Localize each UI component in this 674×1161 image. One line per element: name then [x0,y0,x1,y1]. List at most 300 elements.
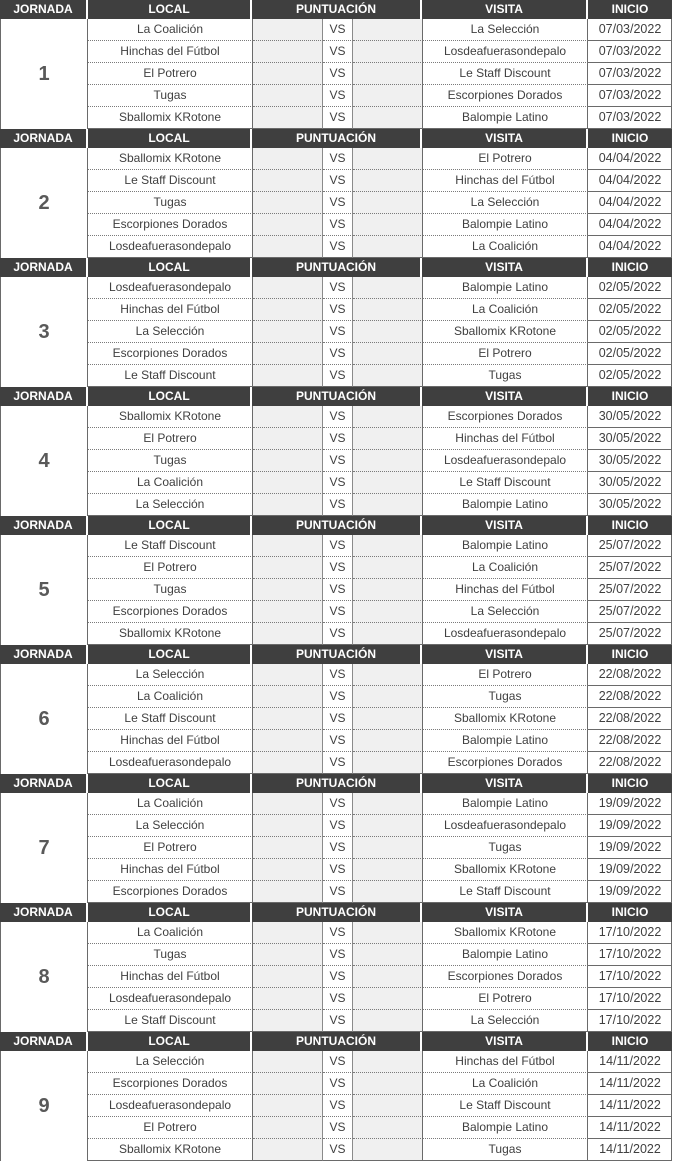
header-puntuacion: PUNTUACIÓN [252,1032,422,1051]
local-score-cell[interactable] [253,881,323,903]
header-puntuacion: PUNTUACIÓN [252,129,422,148]
header-jornada: JORNADA [0,903,88,922]
header-puntuacion: PUNTUACIÓN [252,774,422,793]
inicio-date: 22/08/2022 [588,752,672,774]
vs-label: VS [323,107,353,129]
header-jornada: JORNADA [0,645,88,664]
local-score-cell[interactable] [253,859,323,881]
match-rows [0,535,672,645]
inicio-date: 02/05/2022 [588,365,672,387]
header-visita: VISITA [422,903,588,922]
local-team: Escorpiones Dorados [88,601,253,623]
match-row [88,579,672,601]
match-row [88,837,672,859]
vs-label: VS [323,63,353,85]
vs-label: VS [323,837,353,859]
local-score-cell[interactable] [253,236,323,258]
local-score-cell[interactable] [253,1139,323,1161]
inicio-date: 14/11/2022 [588,1073,672,1095]
local-score-cell[interactable] [253,837,323,859]
header-local: LOCAL [88,258,252,277]
local-score-cell[interactable] [253,623,323,645]
header-jornada: JORNADA [0,774,88,793]
inicio-date: 25/07/2022 [588,579,672,601]
visita-score-cell[interactable] [353,107,423,129]
local-team: Le Staff Discount [88,1010,253,1032]
local-score-cell[interactable] [253,214,323,236]
inicio-date: 02/05/2022 [588,277,672,299]
local-score-cell[interactable] [253,988,323,1010]
jornada-block [0,774,674,903]
vs-label: VS [323,85,353,107]
local-score-cell[interactable] [253,343,323,365]
inicio-date: 17/10/2022 [588,944,672,966]
inicio-date: 25/07/2022 [588,557,672,579]
jornada-block [0,387,674,516]
match-row [88,494,672,516]
local-team: Le Staff Discount [88,170,253,192]
local-score-cell[interactable] [253,19,323,41]
jornada-number: 3 [1,277,88,387]
visita-team: Balompie Latino [423,214,588,236]
vs-label: VS [323,1073,353,1095]
local-score-cell[interactable] [253,730,323,752]
local-score-cell[interactable] [253,966,323,988]
jornada-number: 7 [1,793,88,903]
visita-score-cell[interactable] [353,623,423,645]
local-score-cell[interactable] [253,472,323,494]
header-inicio: INICIO [588,903,672,922]
local-score-cell[interactable] [253,601,323,623]
local-score-cell[interactable] [253,321,323,343]
match-rows [0,1051,672,1161]
visita-team: La Coalición [423,1073,588,1095]
match-row [88,277,672,299]
visita-score-cell[interactable] [353,837,423,859]
match-row [88,1073,672,1095]
local-score-cell[interactable] [253,1117,323,1139]
visita-score-cell[interactable] [353,793,423,815]
visita-team: Sballomix KRotone [423,922,588,944]
vs-label: VS [323,19,353,41]
visita-team: Balompie Latino [423,1117,588,1139]
visita-team: Hinchas del Fútbol [423,428,588,450]
inicio-date: 25/07/2022 [588,623,672,645]
header-puntuacion: PUNTUACIÓN [252,0,422,19]
visita-score-cell[interactable] [353,277,423,299]
match-row [88,1139,672,1161]
local-team: Hinchas del Fútbol [88,299,253,321]
visita-score-cell[interactable] [353,1010,423,1032]
vs-label: VS [323,623,353,645]
visita-score-cell[interactable] [353,365,423,387]
local-score-cell[interactable] [253,494,323,516]
inicio-date: 04/04/2022 [588,170,672,192]
inicio-date: 04/04/2022 [588,148,672,170]
match-row [88,1117,672,1139]
match-row [88,1051,672,1073]
local-team: Tugas [88,944,253,966]
inicio-date: 14/11/2022 [588,1095,672,1117]
local-score-cell[interactable] [253,428,323,450]
header-local: LOCAL [88,0,252,19]
visita-score-cell[interactable] [353,148,423,170]
inicio-date: 07/03/2022 [588,41,672,63]
visita-team: El Potrero [423,664,588,686]
vs-label: VS [323,1117,353,1139]
match-row [88,192,672,214]
inicio-date: 07/03/2022 [588,63,672,85]
visita-team: La Selección [423,192,588,214]
local-score-cell[interactable] [253,277,323,299]
visita-score-cell[interactable] [353,859,423,881]
jornada-number: 2 [1,148,88,258]
header-local: LOCAL [88,129,252,148]
local-score-cell[interactable] [253,148,323,170]
jornada-block [0,903,674,1032]
local-score-cell[interactable] [253,557,323,579]
inicio-date: 19/09/2022 [588,793,672,815]
vs-label: VS [323,406,353,428]
visita-score-cell[interactable] [353,730,423,752]
local-team: Losdeafuerasondepalo [88,752,253,774]
local-score-cell[interactable] [253,1010,323,1032]
header-puntuacion: PUNTUACIÓN [252,516,422,535]
jornada-block [0,0,674,129]
local-team: Losdeafuerasondepalo [88,277,253,299]
jornada-number: 1 [1,19,88,129]
inicio-date: 04/04/2022 [588,236,672,258]
local-score-cell[interactable] [253,708,323,730]
header-row [0,387,672,406]
match-row [88,623,672,645]
visita-score-cell[interactable] [353,214,423,236]
header-puntuacion: PUNTUACIÓN [252,645,422,664]
local-score-cell[interactable] [253,192,323,214]
header-row [0,516,672,535]
vs-label: VS [323,664,353,686]
match-row [88,214,672,236]
jornada-block [0,1032,674,1161]
visita-score-cell[interactable] [353,236,423,258]
vs-label: VS [323,1139,353,1161]
match-rows [0,793,672,903]
local-team: Sballomix KRotone [88,107,253,129]
inicio-date: 19/09/2022 [588,837,672,859]
visita-score-cell[interactable] [353,343,423,365]
match-row [88,535,672,557]
visita-team: La Coalición [423,557,588,579]
match-rows [0,922,672,1032]
vs-label: VS [323,428,353,450]
local-team: Tugas [88,579,253,601]
visita-team: Escorpiones Dorados [423,85,588,107]
local-score-cell[interactable] [253,815,323,837]
match-row [88,85,672,107]
header-inicio: INICIO [588,774,672,793]
vs-label: VS [323,148,353,170]
vs-label: VS [323,365,353,387]
header-inicio: INICIO [588,645,672,664]
inicio-date: 22/08/2022 [588,664,672,686]
visita-score-cell[interactable] [353,988,423,1010]
inicio-date: 07/03/2022 [588,85,672,107]
jornada-number: 6 [1,664,88,774]
inicio-date: 30/05/2022 [588,450,672,472]
local-score-cell[interactable] [253,579,323,601]
header-row [0,1032,672,1051]
match-row [88,601,672,623]
vs-label: VS [323,321,353,343]
jornada-number: 9 [1,1051,88,1161]
visita-score-cell[interactable] [353,1095,423,1117]
inicio-date: 22/08/2022 [588,708,672,730]
visita-score-cell[interactable] [353,41,423,63]
header-row [0,645,672,664]
visita-team: Tugas [423,837,588,859]
visita-score-cell[interactable] [353,535,423,557]
header-inicio: INICIO [588,129,672,148]
visita-score-cell[interactable] [353,299,423,321]
vs-label: VS [323,1095,353,1117]
visita-team: Balompie Latino [423,494,588,516]
visita-score-cell[interactable] [353,494,423,516]
visita-score-cell[interactable] [353,1139,423,1161]
visita-team: Tugas [423,365,588,387]
match-row [88,922,672,944]
local-team: La Selección [88,321,253,343]
header-visita: VISITA [422,516,588,535]
header-row [0,0,672,19]
visita-team: Balompie Latino [423,944,588,966]
visita-score-cell[interactable] [353,450,423,472]
match-row [88,63,672,85]
local-team: La Selección [88,815,253,837]
header-jornada: JORNADA [0,129,88,148]
match-row [88,148,672,170]
local-team: Losdeafuerasondepalo [88,988,253,1010]
local-team: Losdeafuerasondepalo [88,236,253,258]
visita-score-cell[interactable] [353,19,423,41]
header-local: LOCAL [88,645,252,664]
visita-team: Balompie Latino [423,730,588,752]
visita-team: Tugas [423,1139,588,1161]
visita-score-cell[interactable] [353,85,423,107]
local-score-cell[interactable] [253,922,323,944]
local-score-cell[interactable] [253,1051,323,1073]
inicio-date: 02/05/2022 [588,299,672,321]
visita-score-cell[interactable] [353,557,423,579]
jornada-block [0,129,674,258]
match-row [88,428,672,450]
match-row [88,1010,672,1032]
match-row [88,752,672,774]
local-score-cell[interactable] [253,41,323,63]
visita-team: El Potrero [423,148,588,170]
visita-score-cell[interactable] [353,192,423,214]
local-score-cell[interactable] [253,944,323,966]
jornada-number: 4 [1,406,88,516]
match-row [88,708,672,730]
inicio-date: 17/10/2022 [588,1010,672,1032]
vs-label: VS [323,170,353,192]
local-team: Tugas [88,450,253,472]
visita-score-cell[interactable] [353,472,423,494]
local-score-cell[interactable] [253,107,323,129]
inicio-date: 17/10/2022 [588,988,672,1010]
local-score-cell[interactable] [253,1073,323,1095]
match-row [88,343,672,365]
local-team: Hinchas del Fútbol [88,730,253,752]
header-puntuacion: PUNTUACIÓN [252,258,422,277]
inicio-date: 30/05/2022 [588,494,672,516]
visita-score-cell[interactable] [353,321,423,343]
vs-label: VS [323,1010,353,1032]
match-row [88,881,672,903]
local-score-cell[interactable] [253,85,323,107]
visita-score-cell[interactable] [353,664,423,686]
vs-label: VS [323,535,353,557]
match-row [88,859,672,881]
visita-score-cell[interactable] [353,63,423,85]
header-visita: VISITA [422,129,588,148]
visita-team: Losdeafuerasondepalo [423,815,588,837]
header-inicio: INICIO [588,258,672,277]
match-row [88,730,672,752]
match-rows [0,148,672,258]
visita-team: Le Staff Discount [423,881,588,903]
header-jornada: JORNADA [0,1032,88,1051]
local-score-cell[interactable] [253,1095,323,1117]
local-team: Sballomix KRotone [88,623,253,645]
visita-score-cell[interactable] [353,922,423,944]
vs-label: VS [323,730,353,752]
visita-score-cell[interactable] [353,428,423,450]
visita-score-cell[interactable] [353,686,423,708]
vs-label: VS [323,881,353,903]
visita-score-cell[interactable] [353,815,423,837]
visita-team: El Potrero [423,343,588,365]
match-rows [0,277,672,387]
vs-label: VS [323,815,353,837]
visita-score-cell[interactable] [353,708,423,730]
local-team: Le Staff Discount [88,535,253,557]
local-score-cell[interactable] [253,664,323,686]
jornada-number: 8 [1,922,88,1032]
visita-score-cell[interactable] [353,1051,423,1073]
visita-score-cell[interactable] [353,579,423,601]
local-team: El Potrero [88,1117,253,1139]
local-score-cell[interactable] [253,793,323,815]
vs-label: VS [323,793,353,815]
header-jornada: JORNADA [0,0,88,19]
local-team: El Potrero [88,557,253,579]
local-score-cell[interactable] [253,535,323,557]
jornada-block [0,516,674,645]
local-score-cell[interactable] [253,170,323,192]
inicio-date: 17/10/2022 [588,922,672,944]
visita-score-cell[interactable] [353,406,423,428]
local-team: Losdeafuerasondepalo [88,1095,253,1117]
inicio-date: 25/07/2022 [588,601,672,623]
visita-score-cell[interactable] [353,966,423,988]
header-puntuacion: PUNTUACIÓN [252,387,422,406]
match-row [88,406,672,428]
visita-score-cell[interactable] [353,881,423,903]
local-team: La Coalición [88,19,253,41]
local-score-cell[interactable] [253,686,323,708]
match-row [88,944,672,966]
header-local: LOCAL [88,774,252,793]
inicio-date: 25/07/2022 [588,535,672,557]
local-team: Le Staff Discount [88,365,253,387]
inicio-date: 17/10/2022 [588,966,672,988]
match-row [88,988,672,1010]
match-row [88,19,672,41]
local-team: Sballomix KRotone [88,406,253,428]
visita-team: Losdeafuerasondepalo [423,623,588,645]
vs-label: VS [323,601,353,623]
vs-label: VS [323,944,353,966]
header-local: LOCAL [88,1032,252,1051]
inicio-date: 02/05/2022 [588,343,672,365]
visita-score-cell[interactable] [353,1117,423,1139]
inicio-date: 02/05/2022 [588,321,672,343]
vs-label: VS [323,922,353,944]
local-team: Escorpiones Dorados [88,343,253,365]
visita-score-cell[interactable] [353,752,423,774]
header-visita: VISITA [422,774,588,793]
match-row [88,321,672,343]
header-visita: VISITA [422,0,588,19]
visita-score-cell[interactable] [353,170,423,192]
local-score-cell[interactable] [253,450,323,472]
local-score-cell[interactable] [253,752,323,774]
match-row [88,365,672,387]
header-row [0,258,672,277]
local-team: El Potrero [88,63,253,85]
local-score-cell[interactable] [253,299,323,321]
inicio-date: 19/09/2022 [588,881,672,903]
vs-label: VS [323,708,353,730]
header-local: LOCAL [88,387,252,406]
visita-score-cell[interactable] [353,1073,423,1095]
match-rows [0,664,672,774]
header-row [0,903,672,922]
jornada-block [0,258,674,387]
local-team: El Potrero [88,428,253,450]
local-team: Tugas [88,192,253,214]
visita-team: Escorpiones Dorados [423,752,588,774]
visita-score-cell[interactable] [353,601,423,623]
visita-team: Sballomix KRotone [423,708,588,730]
header-inicio: INICIO [588,516,672,535]
local-team: Le Staff Discount [88,708,253,730]
local-score-cell[interactable] [253,63,323,85]
inicio-date: 07/03/2022 [588,107,672,129]
visita-team: Sballomix KRotone [423,859,588,881]
header-jornada: JORNADA [0,258,88,277]
visita-score-cell[interactable] [353,944,423,966]
visita-team: La Selección [423,1010,588,1032]
vs-label: VS [323,557,353,579]
local-team: El Potrero [88,837,253,859]
local-score-cell[interactable] [253,365,323,387]
inicio-date: 19/09/2022 [588,859,672,881]
local-score-cell[interactable] [253,406,323,428]
match-row [88,664,672,686]
inicio-date: 04/04/2022 [588,192,672,214]
